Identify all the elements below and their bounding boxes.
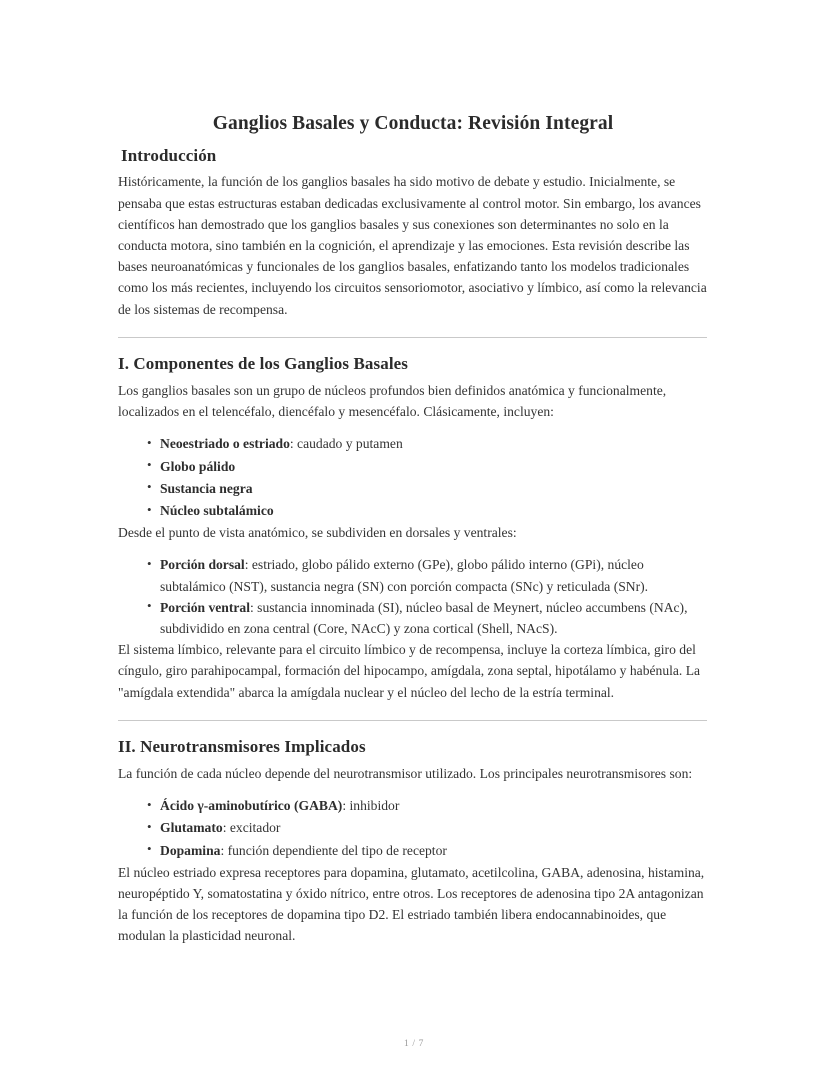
list-item	[160, 456, 708, 477]
paragraph-section-two-intro: La función de cada núcleo depende del neurotransmisor utilizado. Los principales neurotransmisores son:	[118, 765, 693, 781]
list-componentes	[118, 433, 708, 521]
section-divider-2	[118, 720, 707, 721]
list-neurotransmisores	[118, 795, 708, 861]
list-item-term: Glutamato	[160, 820, 223, 836]
list-item	[160, 500, 708, 521]
page-footer: 1 / 7	[404, 1039, 424, 1049]
paragraph-subdivision: Desde el punto de vista anatómico, se subdividen en dorsales y ventrales:	[118, 525, 517, 541]
list-item-term: Núcleo subtalámico	[160, 503, 274, 518]
list-item-term: Globo pálido	[160, 458, 236, 474]
heading-section-two: II. Neurotransmisores Implicados	[118, 736, 366, 756]
list-item-desc: : inhibidor	[342, 798, 400, 814]
paragraph-receptores: El núcleo estriado expresa receptores para dopamina, glutamato, acetilcolina, GABA, adenosina, histamina, neuropéptido Y, somatostatina y óxido nítrico, entre otros. Los receptores de adenosina tipo 2A antagonizan la función de los receptores de dopamina tipo D2. El estriado también libera endocannabinoides, que modulan la plasticidad neuronal.	[118, 864, 705, 944]
heading-introduccion: Introducción	[121, 146, 217, 166]
section-divider-1	[118, 337, 707, 338]
list-item-term: Ácido γ-aminobutírico (GABA)	[160, 798, 343, 814]
list-item-desc: : caudado y putamen	[289, 436, 403, 452]
list-item	[160, 840, 708, 861]
list-item-desc: : función dependiente del tipo de receptor	[220, 842, 447, 858]
list-item-term: Porción ventral	[160, 599, 250, 615]
list-item	[160, 433, 708, 454]
list-item-desc: : estriado, globo pálido externo (GPe), globo pálido interno (GPi), núcleo subtalámico (NST), sustancia negra (SN) con porción compacta (SNc) y reticulada (SNr).	[160, 557, 649, 594]
list-item-desc: : excitador	[222, 820, 281, 836]
page-title: Ganglios Basales y Conducta: Revisión Integral	[212, 113, 614, 134]
paragraph-section-one-intro: Los ganglios basales son un grupo de núcleos profundos bien definidos anatómica y funcionalmente, localizados en el telencéfalo, diencéfalo y mesencéfalo. Clásicamente, incluyen:	[118, 382, 667, 420]
list-item	[160, 597, 708, 639]
list-item	[160, 817, 708, 838]
list-divisiones	[118, 554, 708, 639]
list-item-term: Neoestriado o estriado	[160, 436, 290, 452]
heading-section-one: I. Componentes de los Ganglios Basales	[118, 353, 409, 373]
document-content	[118, 112, 708, 947]
list-item-term: Porción dorsal	[160, 557, 245, 573]
list-item-term: Dopamina	[160, 842, 221, 858]
paragraph-introduccion: Históricamente, la función de los ganglios basales ha sido motivo de debate y estudio. Inicialmente, se pensaba que estas estructuras estaban dedicadas exclusivamente al control motor. Sin embargo, los avances científicos han demostrado que los ganglios basales y sus conexiones son determinantes no solo en la conducta motora, sino también en la cognición, el aprendizaje y las emociones. Esta revisión describe las bases neuroanatómicas y funcionales de los ganglios basales, enfatizando tanto los modelos tradicionales como los más recientes, incluyendo los circuitos sensoriomotor, asociativo y límbico, así como la relevancia de los sistemas de recompensa.	[118, 174, 707, 317]
paragraph-sistema-limbico: El sistema límbico, relevante para el circuito límbico y de recompensa, incluye la corteza límbica, giro del cíngulo, giro parahipocampal, formación del hipocampo, amígdala, zona septal, hipotálamo y habénula. La "amígdala extendida" abarca la amígdala nuclear y el núcleo del lecho de la estría terminal.	[118, 642, 701, 700]
list-item-desc: : sustancia innominada (SI), núcleo basal de Meynert, núcleo accumbens (NAc), subdividido en zona central (Core, NAcC) y zona cortical (Shell, NAcS).	[160, 599, 688, 637]
list-item	[160, 795, 708, 816]
list-item-term: Sustancia negra	[160, 480, 253, 496]
list-item	[160, 478, 708, 499]
list-item	[160, 554, 708, 596]
